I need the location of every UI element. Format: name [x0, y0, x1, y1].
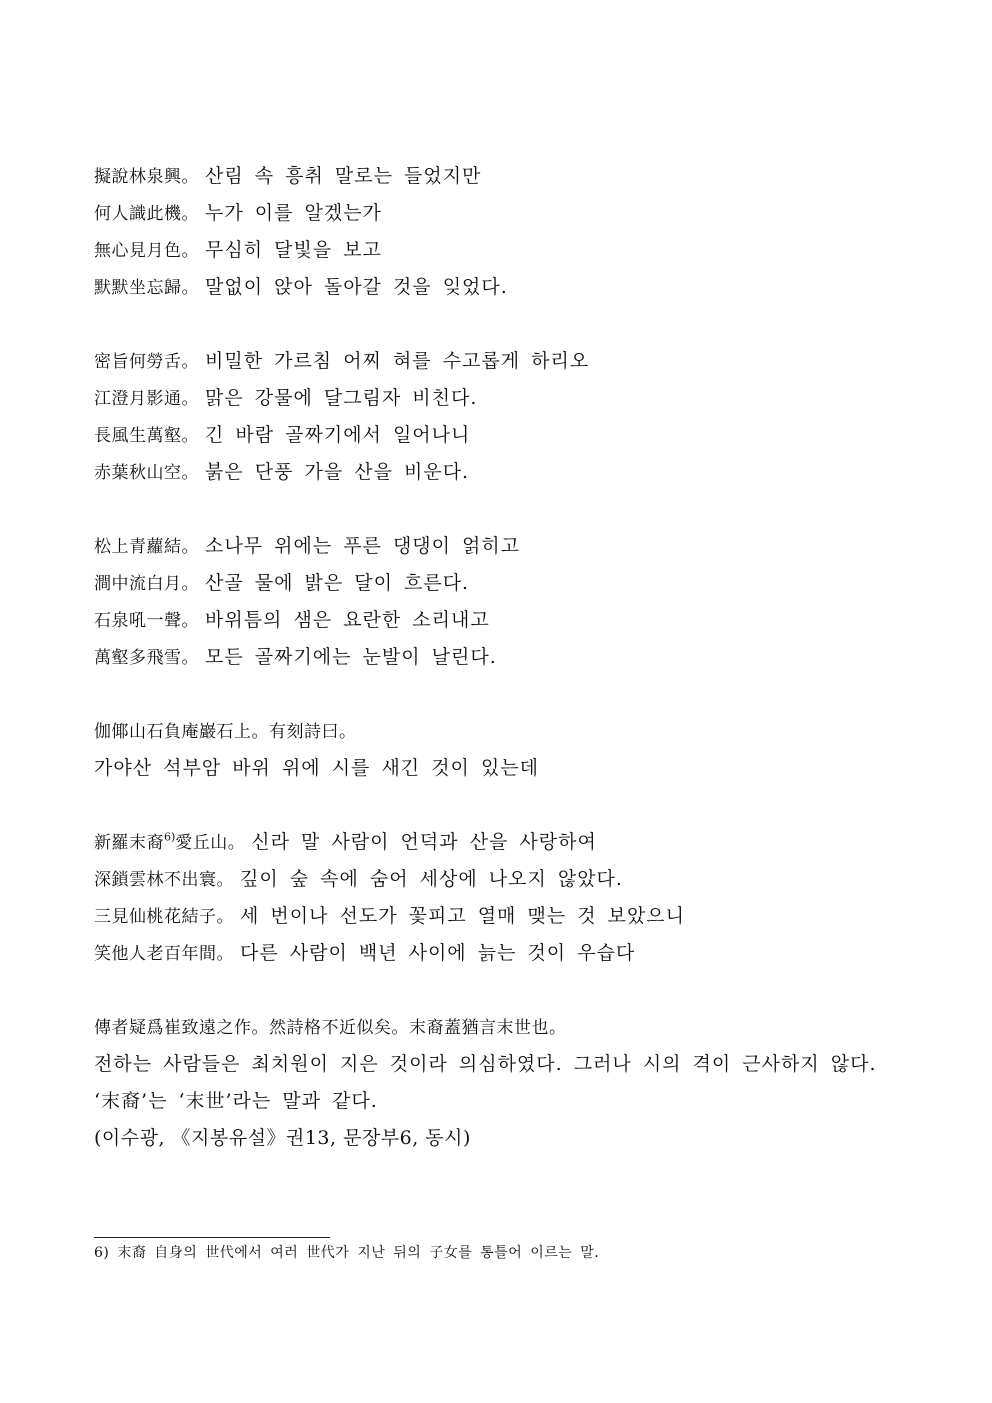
poem-line [94, 417, 914, 454]
commentary-korean-line [94, 1046, 914, 1083]
korean-translation: 바위틈의 샘은 요란한 소리내고 [205, 609, 490, 631]
korean-translation: 산림 속 흥취 말로는 들었지만 [205, 165, 482, 187]
korean-translation: 붉은 단풍 가을 산을 비운다. [205, 461, 470, 483]
poem-stanza-1 [94, 158, 914, 306]
hanja-text: 笑他人老百年間。 [94, 944, 234, 964]
korean-translation: 산골 물에 밝은 달이 흐른다. [205, 572, 470, 594]
korean-translation: 누가 이를 알겠는가 [205, 202, 382, 224]
hanja-text: 赤葉秋山空。 [94, 463, 199, 483]
korean-translation: 모든 골짜기에는 눈발이 날린다. [205, 646, 497, 668]
source-citation: (이수광, 《지봉유설》권13, 문장부6, 동시) [94, 1127, 471, 1149]
korean-translation: 다른 사람이 백년 사이에 늙는 것이 우습다 [240, 942, 636, 964]
hanja-text: 澗中流白月。 [94, 574, 199, 594]
hanja-text: 松上青蘿結。 [94, 537, 199, 557]
hanja-text: 默默坐忘歸。 [94, 278, 199, 298]
korean-translation: 맑은 강물에 달그림자 비친다. [205, 387, 478, 409]
poem-stanza-4 [94, 824, 914, 972]
hanja-text: 石泉吼一聲。 [94, 611, 199, 631]
korean-translation: 무심히 달빛을 보고 [205, 239, 382, 261]
poem-line [94, 898, 914, 935]
poem-line [94, 824, 914, 861]
commentary-paragraph [94, 1009, 914, 1157]
poem-line [94, 195, 914, 232]
poem-line [94, 269, 914, 306]
intro-paragraph [94, 713, 914, 787]
hanja-text: 長風生萬壑。 [94, 426, 199, 446]
document-body [94, 158, 914, 1157]
poem-line [94, 861, 914, 898]
korean-translation: 소나무 위에는 푸른 댕댕이 얽히고 [205, 535, 521, 557]
hanja-text: 愛丘山。 [175, 833, 246, 853]
commentary-hanja-line [94, 1009, 914, 1046]
intro-hanja-line [94, 713, 914, 750]
footnote-divider [94, 1237, 330, 1238]
poem-line [94, 639, 914, 676]
hanja-text: 江澄月影通。 [94, 389, 199, 409]
poem-line [94, 935, 914, 972]
hanja-text: 何人識此機。 [94, 204, 199, 224]
poem-stanza-3 [94, 528, 914, 676]
footnote-reference[interactable]: 6) [164, 830, 176, 844]
hanja-text: 伽倻山石負庵巖石上。有刻詩曰。 [94, 722, 357, 742]
korean-translation: 가야산 석부암 바위 위에 시를 새긴 것이 있는데 [94, 757, 540, 779]
poem-line [94, 528, 914, 565]
poem-line [94, 232, 914, 269]
commentary-korean-line [94, 1083, 914, 1120]
footnote-text: 6) 末裔 自身의 世代에서 여러 世代가 지난 뒤의 子女를 통틀어 이르는 말. [94, 1245, 600, 1261]
hanja-text: 密旨何勞舌。 [94, 352, 199, 372]
korean-translation: 신라 말 사람이 언덕과 산을 사랑하여 [251, 831, 597, 853]
korean-translation: 세 번이나 선도가 꽃피고 열매 맺는 것 보았으니 [240, 905, 686, 927]
poem-line [94, 158, 914, 195]
poem-line [94, 454, 914, 491]
poem-line [94, 602, 914, 639]
poem-line [94, 343, 914, 380]
korean-translation: 말없이 앉아 돌아갈 것을 잊었다. [205, 276, 508, 298]
hanja-text: 三見仙桃花結子。 [94, 907, 234, 927]
poem-line [94, 565, 914, 602]
korean-translation: 전하는 사람들은 최치원이 지은 것이라 의심하였다. 그러나 시의 격이 근사하지 않다. [94, 1053, 877, 1075]
hanja-text: 新羅末裔 [94, 833, 164, 853]
hanja-text: 深鎖雲林不出寰。 [94, 870, 234, 890]
poem-line [94, 380, 914, 417]
poem-stanza-2 [94, 343, 914, 491]
hanja-text: 萬壑多飛雪。 [94, 648, 199, 668]
korean-translation: 비밀한 가르침 어찌 혀를 수고롭게 하리오 [205, 350, 590, 372]
korean-translation: 긴 바람 골짜기에서 일어나니 [205, 424, 471, 446]
hanja-text: 傳者疑爲崔致遠之作。然詩格不近似矣。末裔蓋猶言末世也。 [94, 1018, 567, 1038]
intro-korean-line [94, 750, 914, 787]
hanja-text: 擬說林泉興。 [94, 167, 199, 187]
korean-translation: 깊이 숲 속에 숨어 세상에 나오지 않았다. [240, 868, 623, 890]
hanja-text: 無心見月色。 [94, 241, 199, 261]
korean-translation: ‘末裔’는 ‘末世’라는 말과 같다. [94, 1090, 378, 1112]
